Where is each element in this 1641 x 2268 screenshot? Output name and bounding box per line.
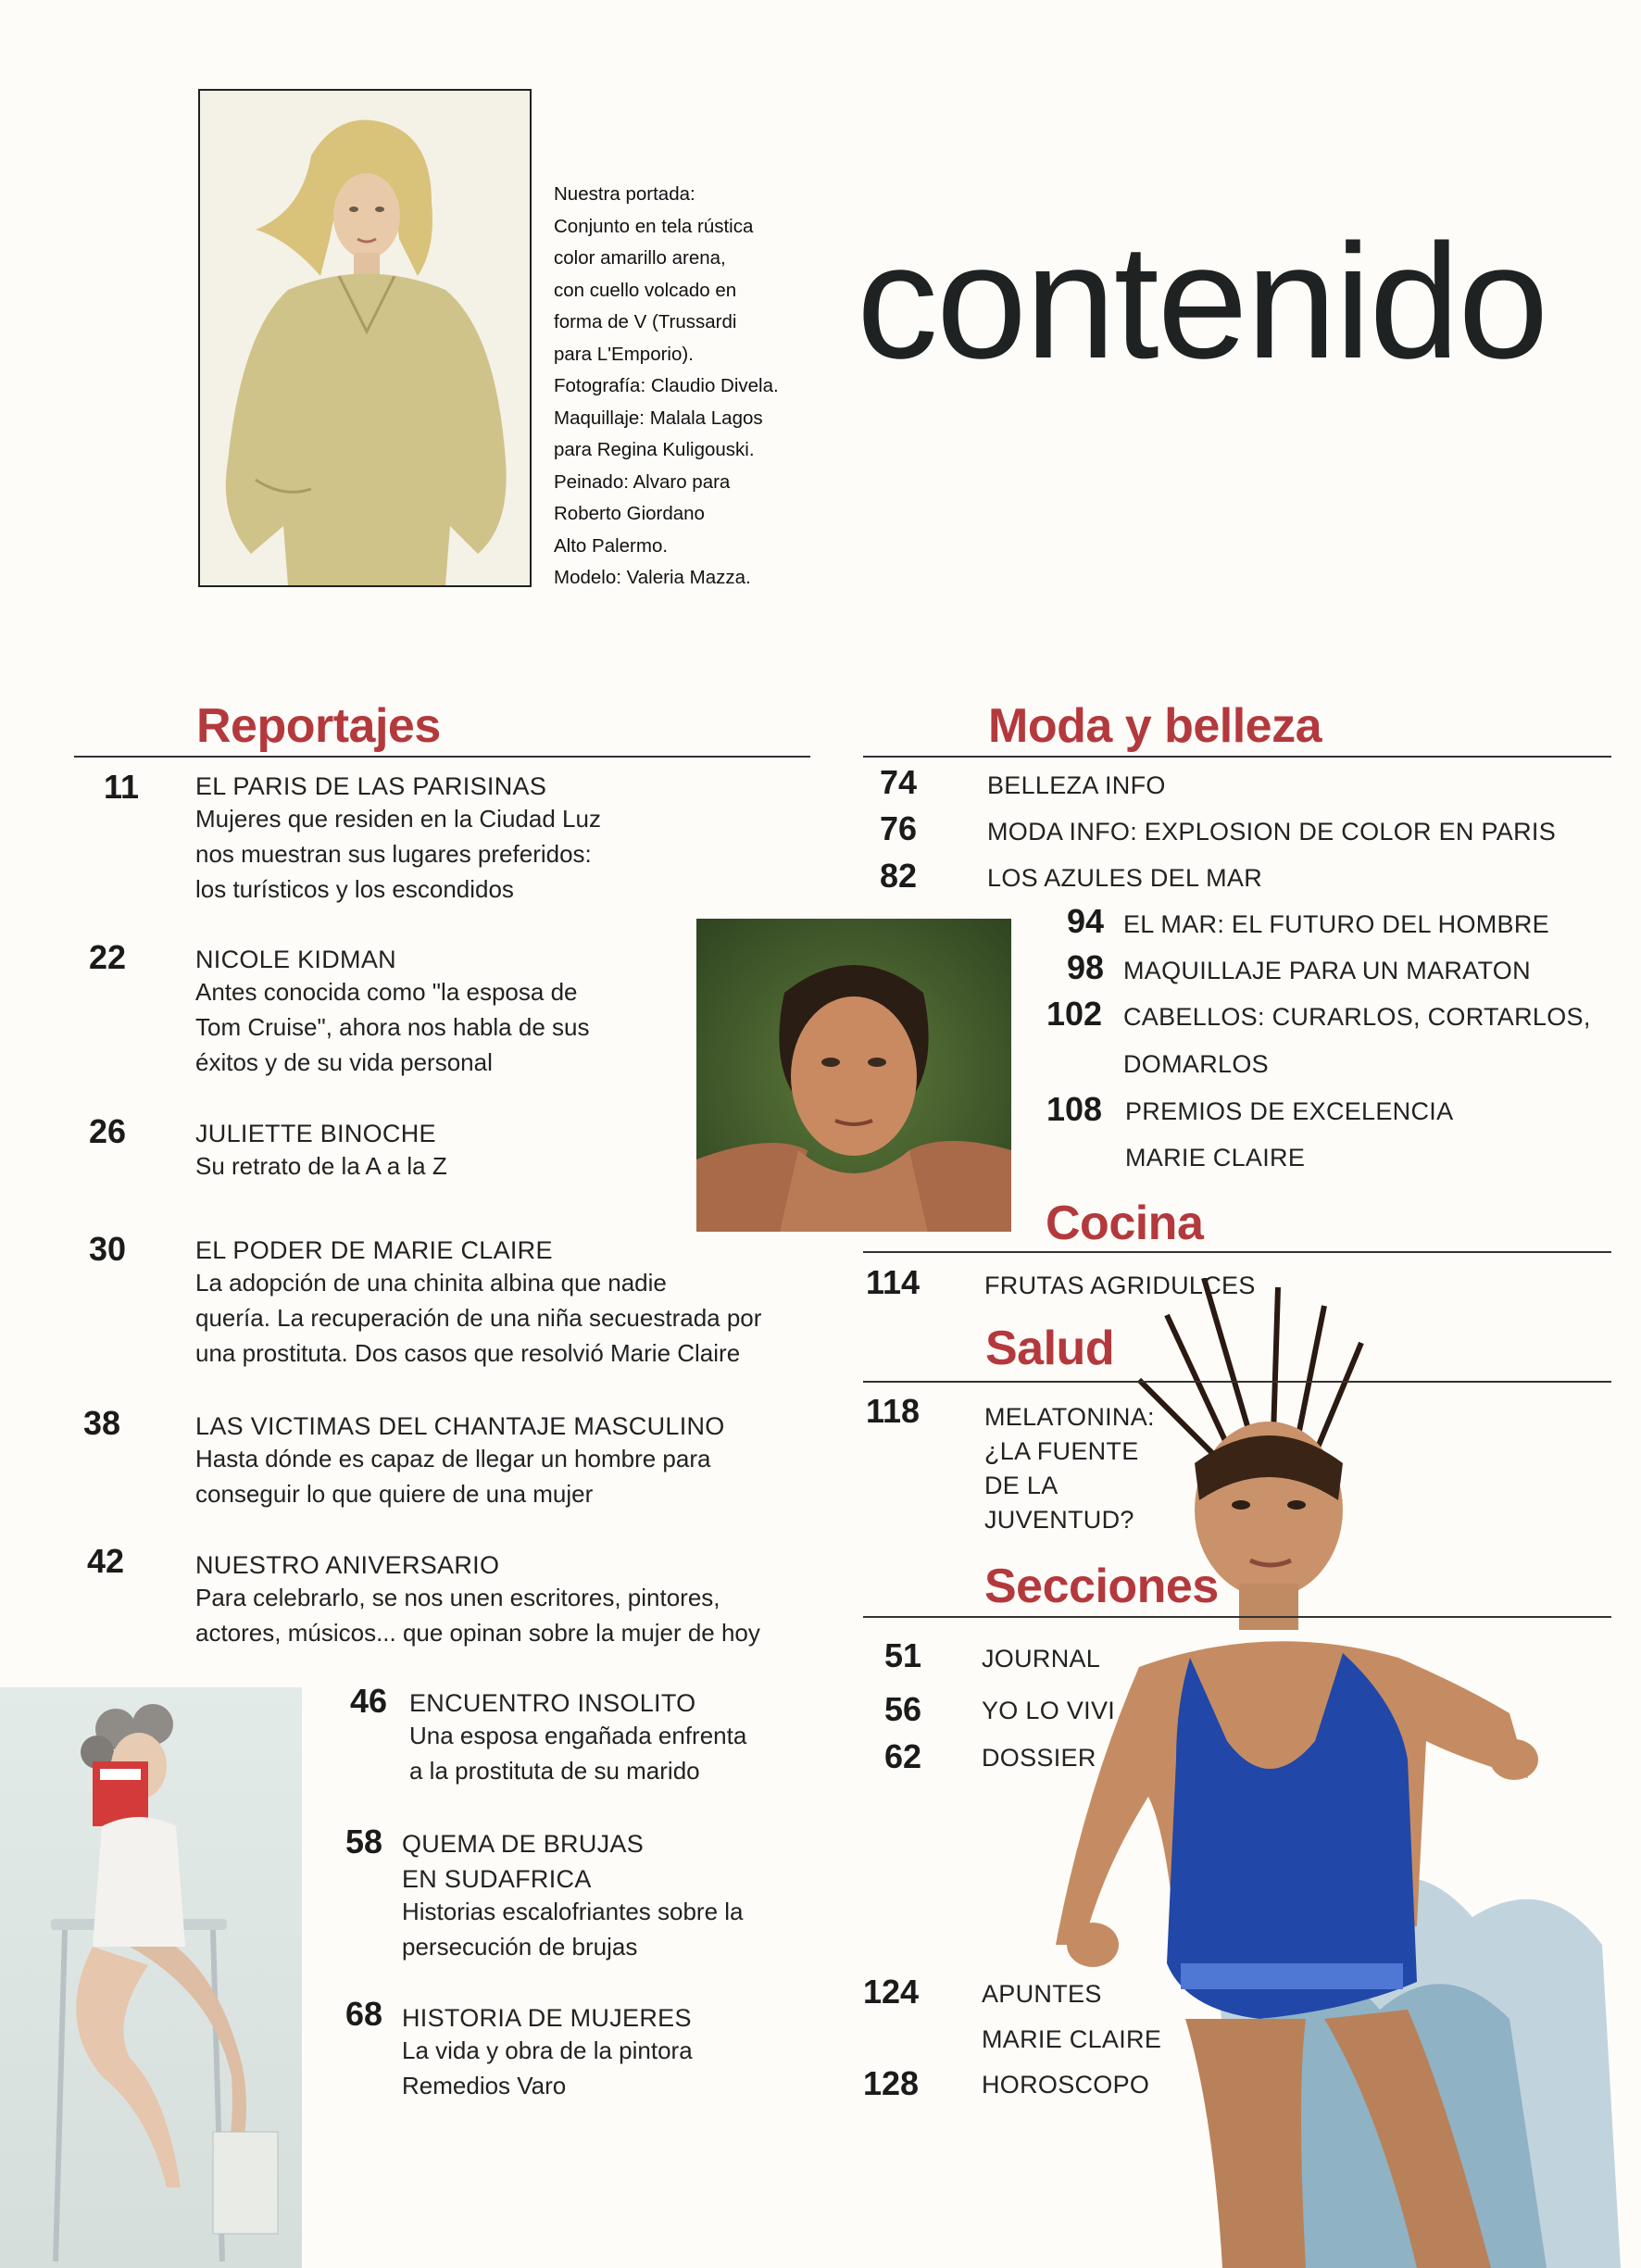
desc-line: Su retrato de la A a la Z — [195, 1152, 447, 1180]
article-title[interactable]: JOURNAL — [982, 1645, 1101, 1673]
page-number: 38 — [83, 1404, 121, 1442]
section-heading-cocina: Cocina — [1046, 1197, 1204, 1250]
article-description — [195, 1441, 710, 1511]
caption-line: Fotografía: Claudio Divela. — [554, 375, 779, 396]
article-title[interactable]: MAQUILLAJE PARA UN MARATON — [1123, 957, 1531, 984]
page-number: 98 — [1067, 948, 1105, 986]
page-number: 94 — [1067, 902, 1105, 940]
article-description — [195, 801, 601, 907]
section-heading-moda: Moda y belleza — [988, 699, 1322, 753]
article-title[interactable]: ENCUENTRO INSOLITO — [409, 1689, 696, 1717]
article-title[interactable]: EL PODER DE MARIE CLAIRE — [195, 1236, 553, 1264]
article-title[interactable]: APUNTES — [982, 1980, 1102, 2008]
cover-photo — [198, 89, 532, 587]
desc-line: actores, músicos... que opinan sobre la mujer de hoy — [195, 1619, 760, 1647]
caption-line: Alto Palermo. — [554, 534, 669, 557]
page-number: 26 — [89, 1112, 127, 1150]
article-description — [402, 1894, 744, 1964]
article-title[interactable]: YO LO VIVI — [982, 1697, 1116, 1724]
article-title[interactable]: EL PARIS DE LAS PARISINAS — [195, 772, 547, 800]
desc-line: éxitos y de su vida personal — [195, 1048, 493, 1076]
article-title-block[interactable] — [984, 1400, 1155, 1537]
page-number: 74 — [880, 763, 918, 801]
page-number: 124 — [863, 1973, 920, 2011]
article-title-line: JUVENTUD? — [984, 1506, 1134, 1534]
desc-line: persecución de brujas — [402, 1933, 638, 1961]
caption-line: Nuestra portada: — [554, 183, 695, 205]
page-number: 62 — [884, 1737, 922, 1775]
page-number: 56 — [884, 1690, 922, 1728]
desc-line: quería. La recuperación de una niña secuestrada por — [195, 1304, 762, 1332]
article-title-line2[interactable]: DOMARLOS — [1123, 1050, 1269, 1078]
desc-line: La vida y obra de la pintora — [402, 2036, 693, 2064]
caption-line: Maquillaje: Malala Lagos — [554, 407, 763, 429]
desc-line: Antes conocida como "la esposa de — [195, 978, 578, 1006]
article-description — [195, 1148, 447, 1184]
page-number: 51 — [884, 1636, 922, 1674]
desc-line: los turísticos y los escondidos — [195, 875, 514, 903]
section-rule — [863, 1616, 1611, 1618]
article-description — [402, 2033, 693, 2103]
page-number: 102 — [1046, 995, 1103, 1033]
section-heading-reportajes: Reportajes — [196, 699, 441, 753]
page-number: 118 — [866, 1392, 921, 1430]
caption-line: color amarillo arena, — [554, 247, 726, 269]
desc-line: Para celebrarlo, se nos unen escritores, pintores, — [195, 1584, 720, 1611]
article-title[interactable]: PREMIOS DE EXCELENCIA — [1125, 1097, 1454, 1125]
page-number: 128 — [863, 2064, 920, 2102]
article-title[interactable]: MODA INFO: EXPLOSION DE COLOR EN PARIS — [987, 818, 1557, 846]
page-number: 22 — [89, 938, 127, 976]
desc-line: Tom Cruise", ahora nos habla de sus — [195, 1013, 590, 1041]
article-title[interactable]: FRUTAS AGRIDULCES — [984, 1272, 1256, 1299]
page-number: 108 — [1046, 1090, 1103, 1128]
article-title[interactable]: JULIETTE BINOCHE — [195, 1120, 436, 1147]
section-heading-secciones: Secciones — [984, 1560, 1219, 1613]
article-title[interactable]: LOS AZULES DEL MAR — [987, 864, 1262, 892]
article-title-line2[interactable]: EN SUDAFRICA — [402, 1865, 592, 1893]
desc-line: Mujeres que residen en la Ciudad Luz — [195, 805, 601, 833]
article-title[interactable]: HOROSCOPO — [982, 2071, 1150, 2099]
caption-line: para L'Emporio). — [554, 343, 694, 365]
section-rule — [863, 1251, 1611, 1253]
article-title[interactable]: CABELLOS: CURARLOS, CORTARLOS, — [1123, 1003, 1591, 1031]
article-title-line: ¿LA FUENTE — [984, 1437, 1139, 1465]
cover-caption — [554, 179, 850, 595]
desc-line: Remedios Varo — [402, 2072, 567, 2099]
article-description — [195, 1265, 761, 1371]
desc-line: a la prostituta de su marido — [409, 1757, 700, 1785]
article-title[interactable]: EL MAR: EL FUTURO DEL HOMBRE — [1123, 910, 1549, 938]
article-title-line2[interactable]: MARIE CLAIRE — [982, 2025, 1162, 2053]
caption-line: con cuello volcado en — [554, 279, 737, 301]
article-title[interactable]: NICOLE KIDMAN — [195, 946, 396, 973]
page-number: 30 — [89, 1230, 127, 1268]
article-title-line: DE LA — [984, 1472, 1059, 1499]
article-title[interactable]: BELLEZA INFO — [987, 771, 1166, 799]
caption-line: Conjunto en tela rústica — [554, 215, 754, 237]
page-number: 42 — [87, 1542, 125, 1580]
section-rule — [74, 756, 810, 758]
article-title-line2[interactable]: MARIE CLAIRE — [1125, 1144, 1306, 1172]
article-title[interactable]: LAS VICTIMAS DEL CHANTAJE MASCULINO — [195, 1412, 725, 1440]
page-title: contenido — [857, 211, 1547, 393]
desc-line: nos muestran sus lugares preferidos: — [195, 840, 592, 868]
desc-line: La adopción de una chinita albina que nadie — [195, 1269, 667, 1297]
page-number: 114 — [866, 1263, 921, 1301]
caption-line: Modelo: Valeria Mazza. — [554, 567, 751, 588]
caption-line: Peinado: Alvaro para — [554, 470, 731, 493]
article-description — [195, 1580, 760, 1650]
page-number: 58 — [345, 1823, 383, 1861]
desc-line: Hasta dónde es capaz de llegar un hombre para — [195, 1445, 711, 1472]
desc-line: conseguir lo que quiere de una mujer — [195, 1480, 594, 1508]
article-title[interactable]: QUEMA DE BRUJAS — [402, 1830, 645, 1858]
page-number: 82 — [880, 857, 918, 895]
caption-line: forma de V (Trussardi — [554, 311, 737, 332]
page-number: 76 — [880, 809, 918, 847]
reading-woman-photo — [0, 1687, 302, 2268]
desc-line: Una esposa engañada enfrenta — [409, 1722, 747, 1749]
article-title[interactable]: NUESTRO ANIVERSARIO — [195, 1551, 500, 1579]
face-portrait-photo — [696, 919, 1011, 1232]
caption-line: para Regina Kuligouski. — [554, 439, 755, 460]
section-rule — [863, 1381, 1611, 1383]
section-heading-salud: Salud — [985, 1322, 1115, 1375]
page-number: 46 — [350, 1682, 388, 1720]
section-rule — [863, 756, 1611, 758]
desc-line: una prostituta. Dos casos que resolvió Marie Claire — [195, 1339, 741, 1367]
article-description — [195, 974, 589, 1080]
article-title[interactable]: DOSSIER — [982, 1744, 1096, 1772]
article-title-line: MELATONINA: — [984, 1403, 1155, 1431]
page-number: 11 — [104, 768, 140, 806]
article-title[interactable]: HISTORIA DE MUJERES — [402, 2004, 692, 2032]
desc-line: Historias escalofriantes sobre la — [402, 1898, 744, 1925]
page-number: 68 — [345, 1995, 383, 2033]
caption-line: Roberto Giordano — [554, 503, 705, 524]
article-description — [409, 1718, 746, 1788]
